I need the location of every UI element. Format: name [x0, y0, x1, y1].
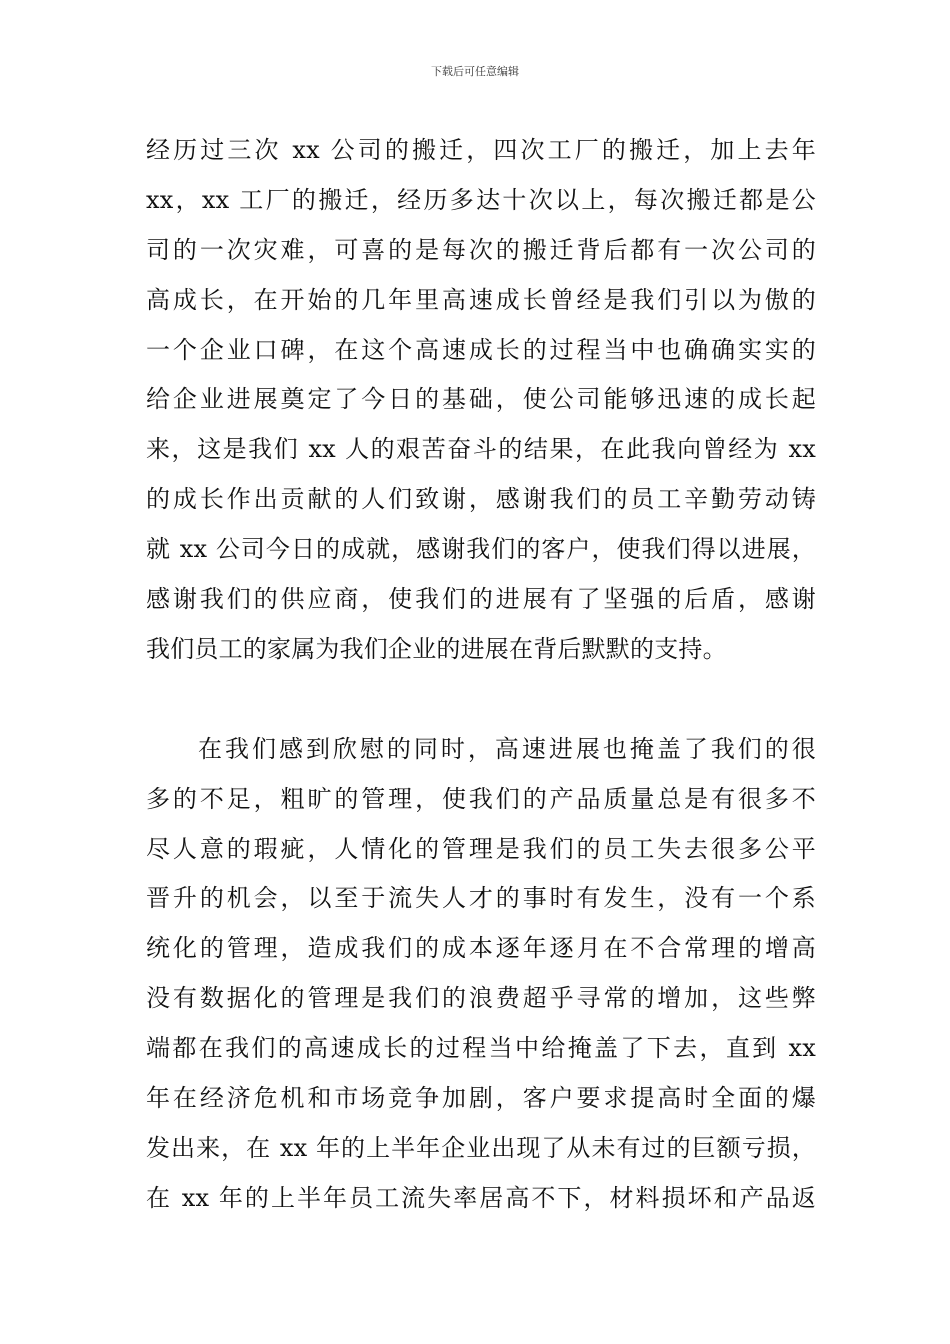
paragraph-line: 经历过三次 xx 公司的搬迁，四次工厂的搬迁，加上去年 [146, 136, 816, 164]
paragraph-line: 多的不足，粗旷的管理，使我们的产品质量总是有很多不 [146, 784, 816, 813]
paragraph-line: 端都在我们的高速成长的过程当中给掩盖了下去，直到 xx [146, 1034, 816, 1063]
paragraph-line: 来，这是我们 xx 人的艰苦奋斗的结果，在此我向曾经为 xx [146, 435, 816, 464]
paragraph-line: 的成长作出贡献的人们致谢，感谢我们的员工辛勤劳动铸 [146, 485, 816, 514]
paragraph-line: 在 xx 年的上半年员工流失率居高不下，材料损坏和产品返 [146, 1183, 816, 1212]
paragraph-line: 一个企业口碑，在这个高速成长的过程当中也确确实实的 [146, 335, 816, 364]
paragraph-1 [146, 126, 816, 675]
paragraph-line: 没有数据化的管理是我们的浪费超乎寻常的增加，这些弊 [146, 984, 816, 1013]
page-header: 下载后可任意编辑 [431, 65, 519, 78]
paragraph-line: 给企业进展奠定了今日的基础，使公司能够迅速的成长起 [146, 385, 816, 414]
paragraph-2 [146, 725, 816, 1224]
paragraph-line: 就 xx 公司今日的成就，感谢我们的客户，使我们得以进展， [146, 535, 816, 564]
paragraph-line: 我们员工的家属为我们企业的进展在背后默默的支持。 [146, 634, 727, 663]
paragraph-line: 年在经济危机和市场竞争加剧，客户要求提高时全面的爆 [146, 1084, 816, 1113]
paragraph-line: 司的一次灾难，可喜的是每次的搬迁背后都有一次公司的 [146, 235, 816, 264]
paragraph-line: 感谢我们的供应商，使我们的进展有了坚强的后盾，感谢 [146, 585, 816, 614]
paragraph-line: 晋升的机会，以至于流失人才的事时有发生，没有一个系 [146, 884, 816, 913]
paragraph-line: 统化的管理，造成我们的成本逐年逐月在不合常理的增高 [146, 934, 816, 963]
paragraph-line: xx，xx 工厂的搬迁，经历多达十次以上，每次搬迁都是公 [146, 185, 816, 214]
paragraph-line: 尽人意的瑕疵，人情化的管理是我们的员工失去很多公平 [146, 834, 816, 863]
paragraph-spacer [146, 675, 816, 725]
document-body [146, 126, 816, 1224]
paragraph-line: 发出来，在 xx 年的上半年企业出现了从未有过的巨额亏损， [146, 1133, 816, 1162]
paragraph-line: 高成长，在开始的几年里高速成长曾经是我们引以为傲的 [146, 285, 816, 314]
paragraph-line: 在我们感到欣慰的同时，高速进展也掩盖了我们的很 [198, 734, 816, 763]
